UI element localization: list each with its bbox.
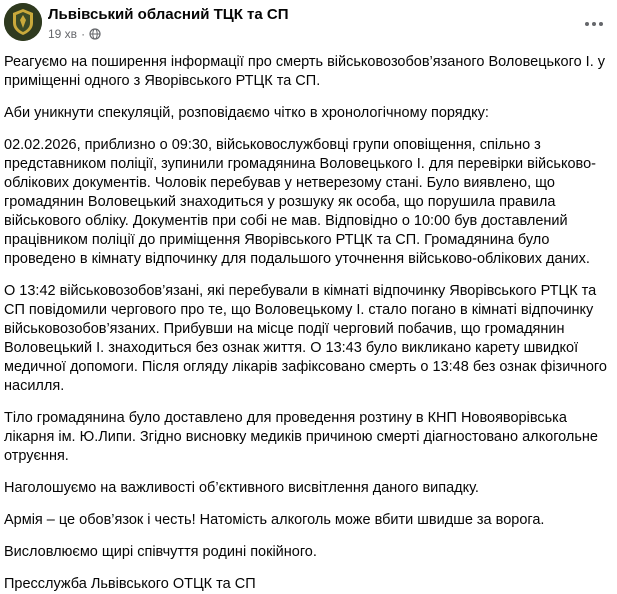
post-paragraph: 02.02.2026, приблизно о 09:30, військовослужбовці групи оповіщення, спільно з представником поліції, зупинили громадянина Воловецького І. для перевірки військово-облікових документів. Чоловік перебував у нетверезому стані. Було виявлено, що громадянин Воловецький знаходиться у розшуку як особа, що порушила правила військового обліку. Документів при собі не мав. Відповідно о 10:00 був доставлений працівником поліції до приміщення Яворівського РТЦК та СП. Громадянина було проведено в кімнату відпочинку для подальшого уточнення військово-облікових даних.	[4, 137, 596, 267]
post-time[interactable]: 19 хв	[48, 27, 78, 41]
post-header	[0, 0, 617, 50]
post-paragraph: Тіло громадянина було доставлено для проведення розтину в КНП Новояворівська лікарня ім. Ю.Липи. Згідно висновку медиків причиною смерті діагностовано алкогольне отруєння.	[4, 410, 598, 464]
post-paragraph: Армія – це обов’язок і честь! Натомість алкоголь може вбити швидше за ворога.	[4, 512, 545, 528]
separator-dot: ·	[81, 27, 86, 41]
avatar[interactable]	[4, 3, 42, 41]
page-name[interactable]: Львівський обласний ТЦК та СП	[48, 6, 289, 23]
more-dots-icon	[584, 21, 604, 27]
emblem-icon	[4, 3, 42, 41]
post-paragraph: Аби уникнути спекуляцій, розповідаємо чітко в хронологічному порядку:	[4, 105, 489, 121]
post-paragraph: О 13:42 військовозобов’язані, які перебували в кімнаті відпочинку Яворівського РТЦК та СП повідомили чергового про те, що Воловецькому І. стало погано в кімнаті відпочинку військовозобов’язаних. Прибувши на місце події черговий побачив, що громадянин Воловецький І. знаходиться без ознак життя. О 13:43 було викликано карету швидкої медичної допомоги. Після огляду лікарів зафіксовано смерть о 13:48 без ознак фізичного насилля.	[4, 283, 607, 394]
post-signature: Пресслужба Львівського ОТЦК та СП	[4, 576, 256, 592]
post-meta	[48, 27, 101, 41]
globe-icon[interactable]	[89, 28, 101, 40]
post-body	[4, 53, 610, 594]
post-paragraph: Наголошуємо на важливості об’єктивного висвітлення даного випадку.	[4, 480, 479, 496]
post-paragraph: Висловлюємо щирі співчуття родині покійного.	[4, 544, 317, 560]
post-paragraph: Реагуємо на поширення інформації про смерть військовозобов’язаного Воловецького І. у приміщенні одного з Яворівського РТЦК та СП.	[4, 54, 606, 89]
more-options-button[interactable]	[580, 10, 608, 38]
